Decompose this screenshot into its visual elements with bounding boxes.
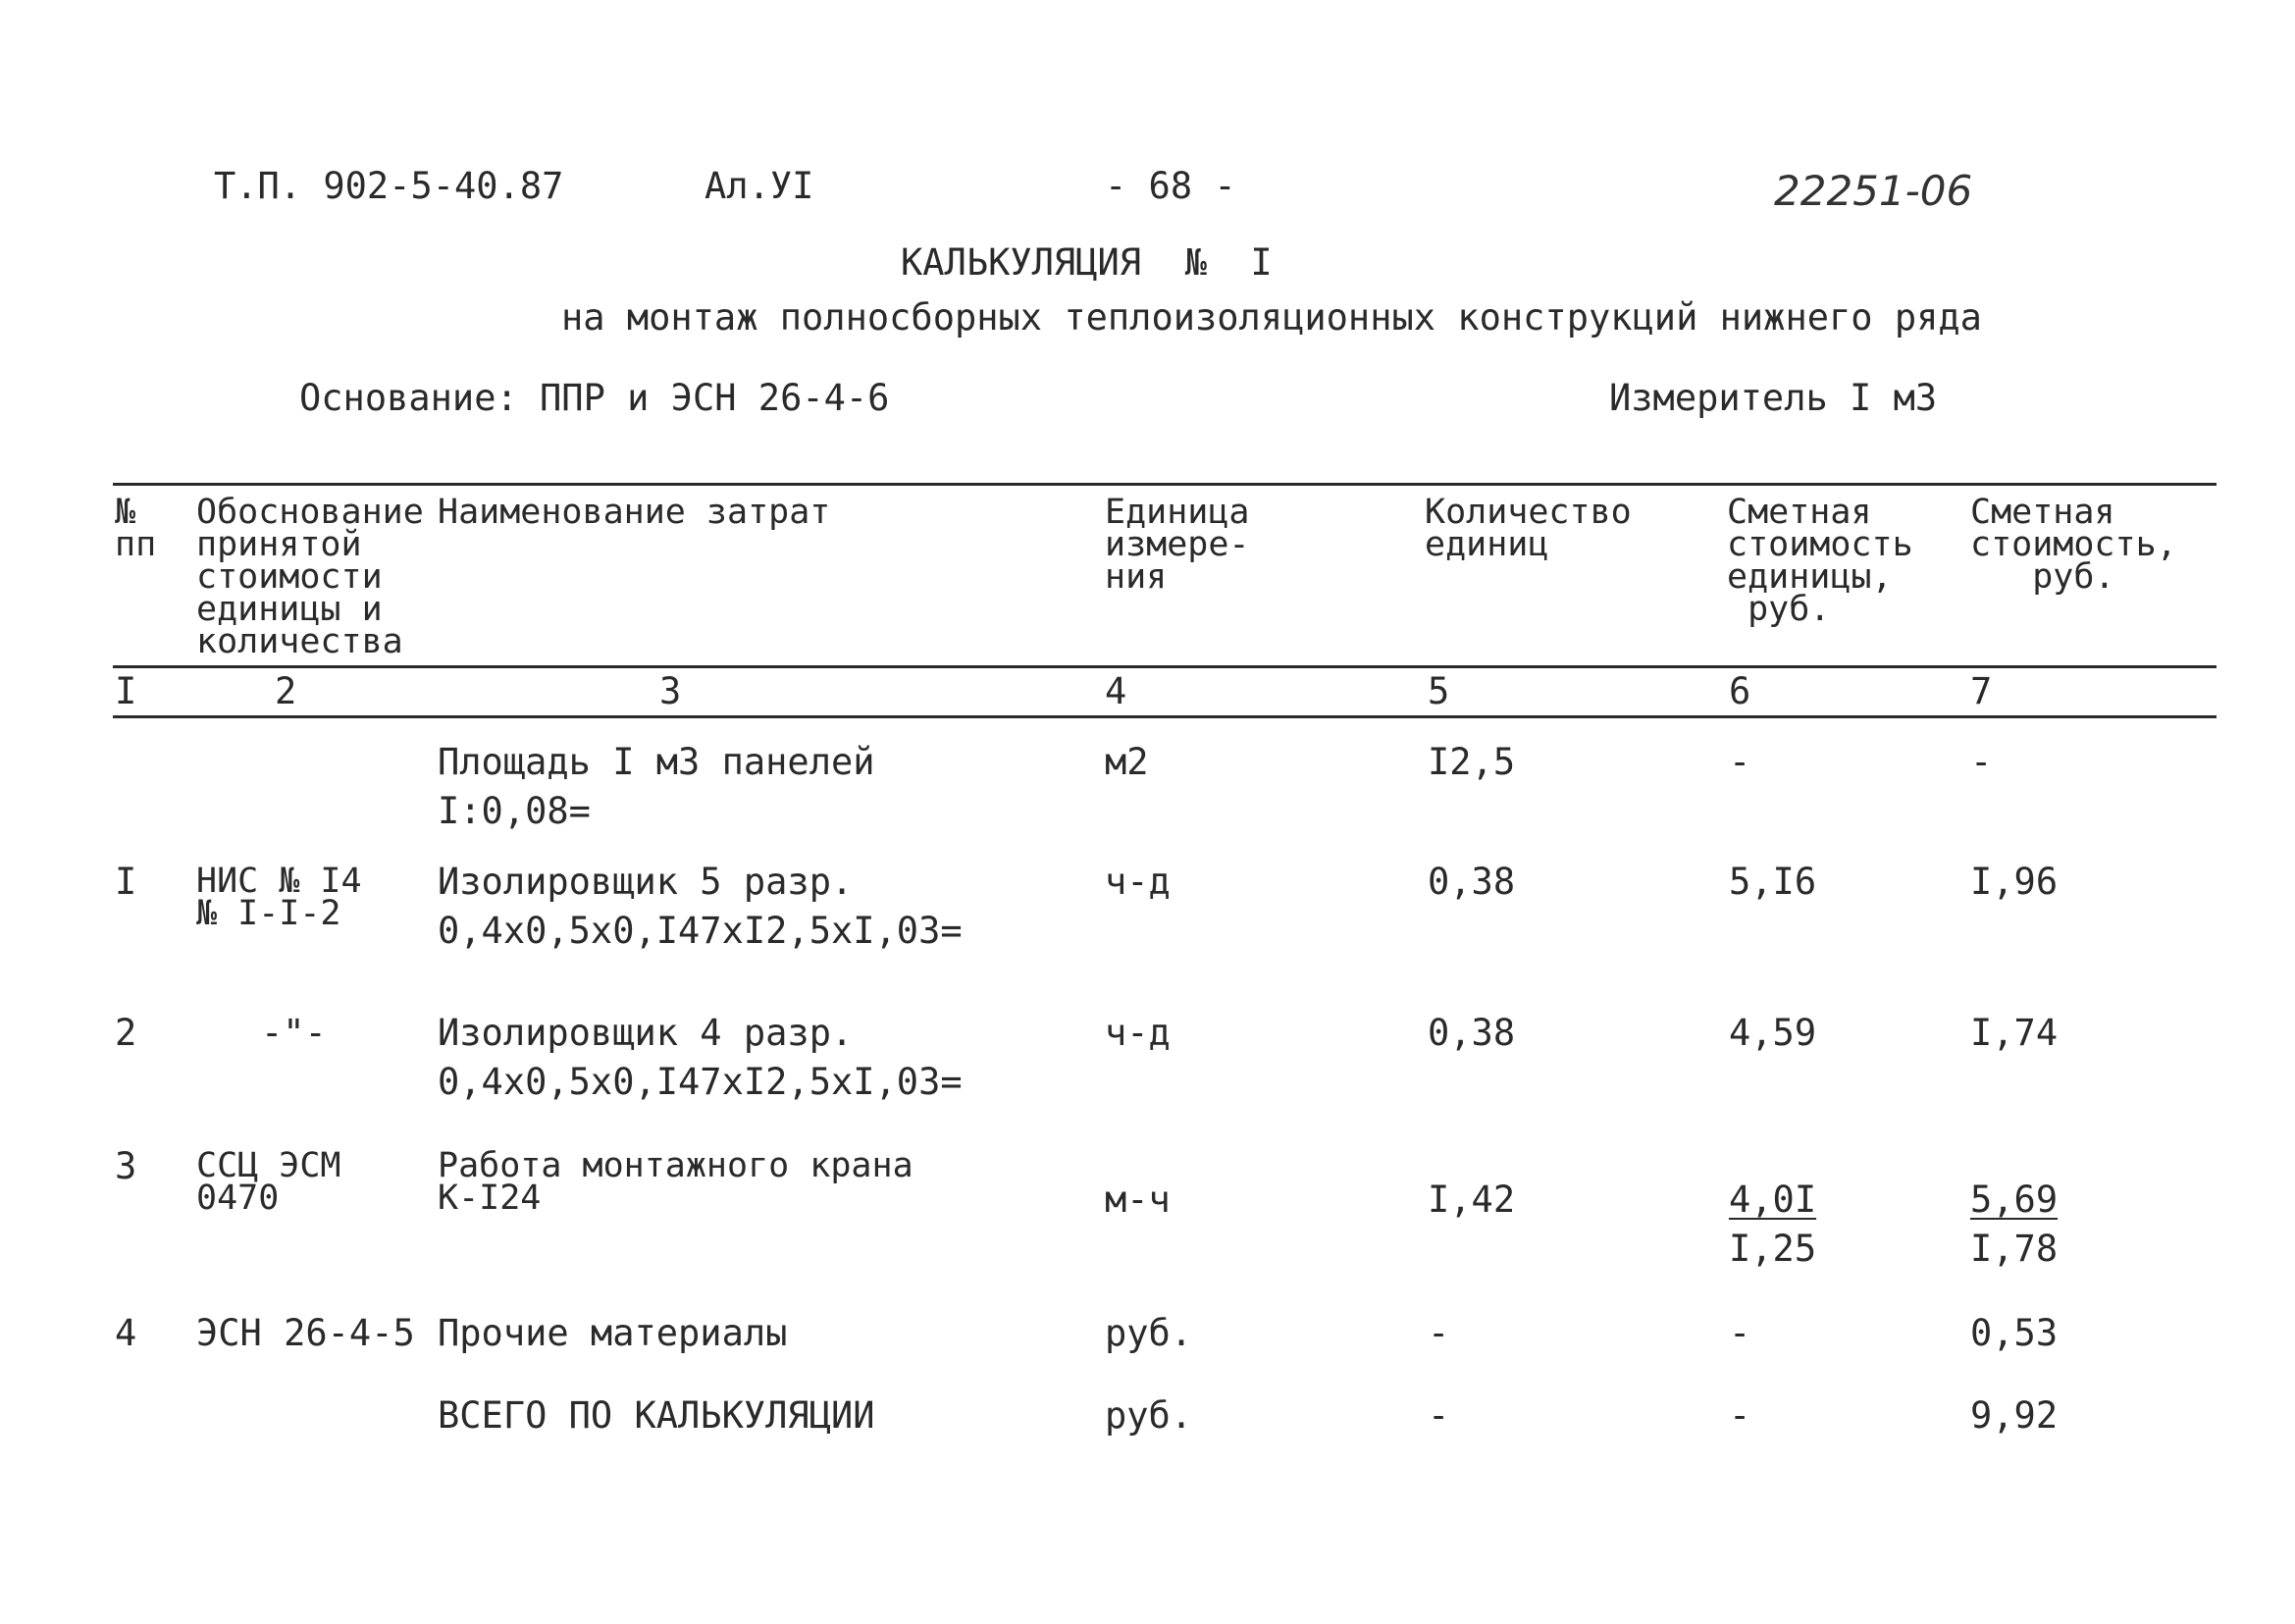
row-unit-cost-wage: I,25: [1729, 1228, 1817, 1270]
table-top-rule: [113, 483, 2217, 486]
row-basis: ССЦ ЭСМ 0470: [196, 1146, 341, 1218]
col-number-7: 7: [1970, 670, 1993, 712]
row-qty: 0,38: [1428, 861, 1516, 903]
document-code: Т.П. 902-5-40.87: [214, 165, 564, 207]
col-header-unit: Единица измере- ния: [1105, 493, 1250, 597]
col-header-qty: Количество единиц: [1425, 493, 1632, 564]
page-number: - 68 -: [1105, 165, 1236, 207]
total-unit: руб.: [1105, 1394, 1193, 1437]
basis-text: Основание: ППР и ЭСН 26-4-6: [299, 377, 890, 419]
row-unit-cost: 4,59: [1729, 1012, 1817, 1054]
total-unit-cost: -: [1729, 1394, 1751, 1437]
row-cost-wage: I,78: [1970, 1228, 2059, 1270]
col-number-1: I: [115, 670, 137, 712]
total-cost: 9,92: [1970, 1394, 2059, 1437]
row-number: I: [115, 861, 137, 903]
archive-number: 22251-06: [1774, 167, 1973, 215]
row-unit: руб.: [1105, 1312, 1193, 1354]
row-cost: -: [1970, 741, 1993, 783]
row-name: Прочие материалы: [438, 1312, 788, 1354]
col-header-unit-cost: Сметная стоимость единицы, руб.: [1727, 493, 1913, 629]
row-cost: 0,53: [1970, 1312, 2059, 1354]
row-unit: м-ч: [1105, 1179, 1171, 1221]
col-header-no: № пп: [115, 493, 157, 564]
total-qty: -: [1428, 1394, 1450, 1437]
col-header-cost: Сметная стоимость, руб.: [1970, 493, 2177, 597]
row-name: Площадь I м3 панелей I:0,08=: [438, 741, 875, 832]
col-number-6: 6: [1729, 670, 1751, 712]
row-qty: I2,5: [1428, 741, 1516, 783]
page-subtitle: на монтаж полносборных теплоизоляционных конструкций нижнего ряда: [561, 296, 1982, 339]
page-title: КАЛЬКУЛЯЦИЯ № I: [901, 241, 1273, 284]
col-header-name: Наименование затрат: [438, 493, 831, 532]
row-basis: НИС № I4 № I-I-2: [196, 862, 362, 933]
col-number-4: 4: [1105, 670, 1127, 712]
row-cost: I,74: [1970, 1012, 2059, 1054]
row-unit-cost-machine: 4,0I: [1729, 1179, 1817, 1221]
col-number-5: 5: [1428, 670, 1450, 712]
row-unit-cost: 5,I6: [1729, 861, 1817, 903]
row-unit: м2: [1105, 741, 1149, 783]
col-number-2: 2: [275, 670, 297, 712]
row-basis: -"-: [261, 1012, 327, 1054]
total-label: ВСЕГО ПО КАЛЬКУЛЯЦИИ: [438, 1394, 875, 1437]
row-qty: I,42: [1428, 1179, 1516, 1221]
row-cost: I,96: [1970, 861, 2059, 903]
row-number: 4: [115, 1312, 137, 1354]
row-basis: ЭСН 26-4-5: [196, 1312, 415, 1354]
header-bottom-rule: [113, 665, 2217, 668]
column-numbers-rule: [113, 715, 2217, 718]
row-qty: 0,38: [1428, 1012, 1516, 1054]
row-unit-cost: -: [1729, 741, 1751, 783]
row-number: 3: [115, 1145, 137, 1187]
row-number: 2: [115, 1012, 137, 1054]
row-qty: -: [1428, 1312, 1450, 1354]
row-unit: ч-д: [1105, 861, 1171, 903]
row-name: Работа монтажного крана К-I24: [438, 1146, 913, 1218]
measure-text: Измеритель I м3: [1609, 377, 1938, 419]
row-name: Изолировщик 4 разр. 0,4x0,5x0,I47xI2,5xI,03=: [438, 1012, 963, 1103]
row-unit: ч-д: [1105, 1012, 1171, 1054]
album-number: Ал.УI: [704, 165, 814, 207]
row-unit-cost: -: [1729, 1312, 1751, 1354]
col-header-basis: Обоснование принятой стоимости единицы и количества: [196, 493, 424, 661]
row-cost-machine: 5,69: [1970, 1179, 2059, 1221]
col-number-3: 3: [659, 670, 682, 712]
row-name: Изолировщик 5 разр. 0,4x0,5x0,I47xI2,5xI,03=: [438, 861, 963, 952]
